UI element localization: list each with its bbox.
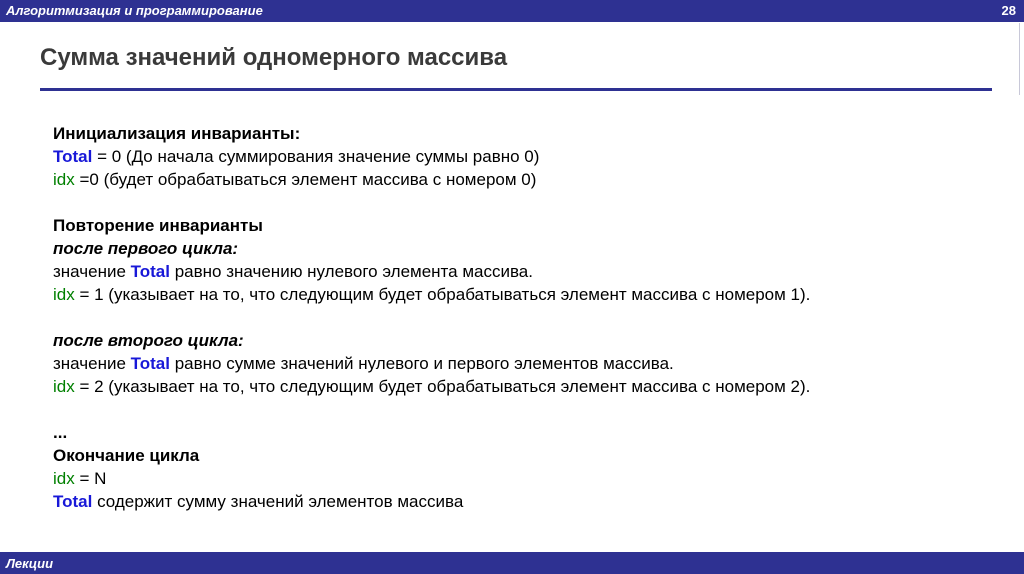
first-value-pre: значение — [53, 262, 131, 281]
init-idx-text: =0 (будет обрабатываться элемент массива с номером 0) — [74, 170, 537, 189]
slide-body — [53, 122, 993, 513]
init-total-line — [53, 145, 993, 168]
after-first-heading: после первого цикла: — [53, 239, 239, 258]
first-value-line — [53, 260, 993, 283]
header-bar — [0, 0, 1024, 22]
second-value-line — [53, 352, 993, 375]
end-idx-line — [53, 467, 993, 490]
first-idx-line — [53, 283, 993, 306]
footer-bar — [0, 552, 1024, 574]
total-keyword: Total — [130, 354, 170, 373]
init-total-text: = 0 (До начала суммирования значение суммы равно 0) — [92, 147, 540, 166]
idx-keyword: idx — [53, 377, 75, 396]
after-second-heading: после второго цикла: — [53, 331, 244, 350]
repeat-heading: Повторение инварианты — [53, 216, 263, 235]
init-idx-line — [53, 168, 993, 191]
end-total-line — [53, 490, 993, 513]
end-heading: Окончание цикла — [53, 446, 200, 465]
total-keyword: Total — [53, 147, 93, 166]
first-idx-text: = 1 (указывает на то, что следующим будет обрабатываться элемент массива с номером 1). — [74, 285, 811, 304]
spacer — [53, 191, 993, 214]
init-heading: Инициализация инварианты: — [53, 124, 301, 143]
second-idx-line — [53, 375, 993, 398]
end-idx-text: = N — [74, 469, 107, 488]
ellipsis: ... — [53, 423, 68, 442]
total-keyword: Total — [130, 262, 170, 281]
first-value-post: равно значению нулевого элемента массива. — [170, 262, 533, 281]
end-total-text: содержит сумму значений элементов массива — [92, 492, 464, 511]
idx-keyword: idx — [53, 285, 75, 304]
spacer — [53, 398, 993, 421]
slide-title: Сумма значений одномерного массива — [40, 44, 508, 71]
idx-keyword: idx — [53, 469, 75, 488]
course-title: Алгоритмизация и программирование — [6, 3, 263, 18]
title-divider — [40, 88, 992, 91]
second-value-post: равно сумме значений нулевого и первого элементов массива. — [170, 354, 674, 373]
second-idx-text: = 2 (указывает на то, что следующим будет обрабатываться элемент массива с номером 2). — [74, 377, 811, 396]
spacer — [53, 306, 993, 329]
second-value-pre: значение — [53, 354, 131, 373]
footer-label: Лекции — [6, 556, 54, 571]
total-keyword: Total — [53, 492, 93, 511]
page-number: 28 — [1001, 3, 1016, 18]
idx-keyword: idx — [53, 170, 75, 189]
